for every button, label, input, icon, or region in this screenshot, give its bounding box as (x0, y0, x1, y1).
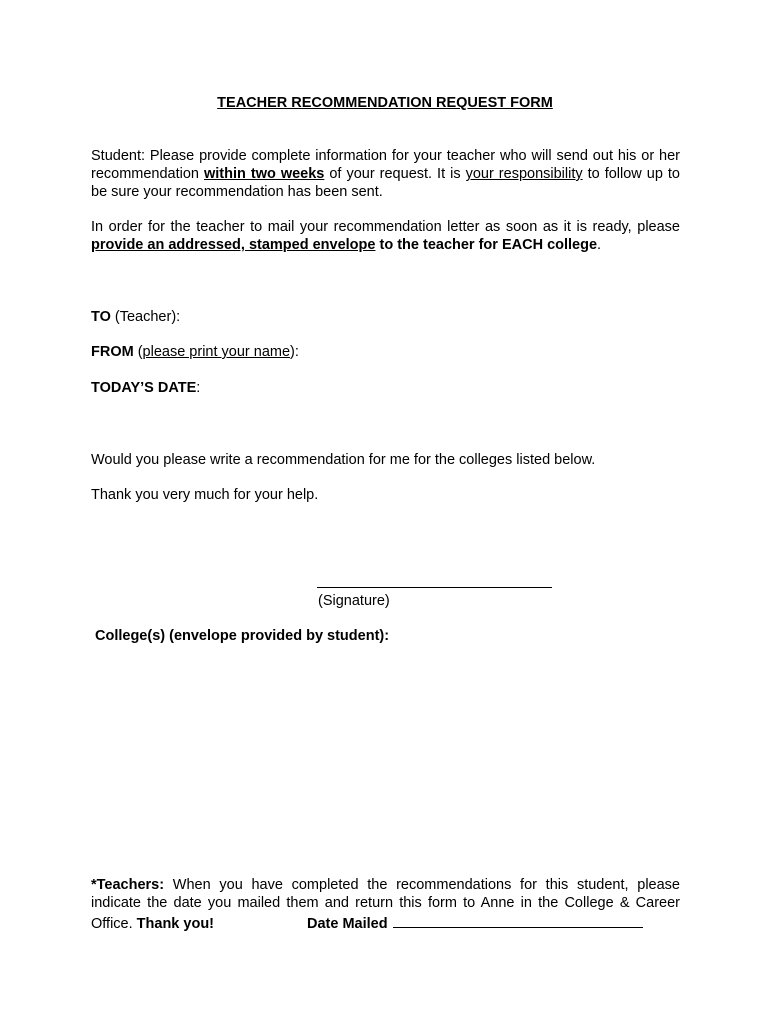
todays-date-label: TODAY’S DATE (91, 380, 197, 396)
thank-you-text: Thank you! (136, 916, 215, 932)
teachers-instructions: When you have completed the recommendations for this student, please indicate the date you mailed them and return this form to Anne in the College & Career Office. (91, 877, 680, 932)
envelope-requirement-text: provide an addressed, stamped envelope (91, 237, 376, 253)
intro-text-1a: Student: Please provide complete information for your teacher who will send out his or her recommendation (91, 148, 680, 182)
date-mailed-label: Date Mailed (307, 916, 388, 932)
intro-text-1c: of your request. It is (324, 166, 466, 182)
teachers-label: *Teachers: (91, 877, 165, 893)
to-label: TO (91, 309, 111, 325)
date-mailed-line[interactable] (393, 912, 643, 928)
from-student-field[interactable] (91, 343, 691, 361)
colleges-label: College(s) (envelope provided by student): (95, 628, 390, 644)
each-college-text: to the teacher for EACH college (375, 237, 598, 253)
todays-date-field[interactable] (91, 379, 691, 397)
intro-paragraph-1 (91, 147, 680, 201)
from-note: please print your name (142, 344, 291, 360)
from-label: FROM (91, 344, 134, 360)
from-space: ( (133, 344, 143, 360)
to-teacher-field[interactable] (91, 308, 691, 326)
your-responsibility-text: your responsibility (465, 166, 583, 182)
within-two-weeks-text: within two weeks (204, 166, 325, 182)
signature-line[interactable] (317, 587, 552, 588)
intro-text-1e: to follow up to be sure your recommendation has been sent. (91, 166, 680, 200)
intro-text-2d: . (597, 237, 602, 253)
from-end: ): (290, 344, 299, 360)
todays-date-colon: : (196, 380, 201, 396)
thanks-text: Thank you very much for your help. (91, 487, 319, 503)
teachers-note (91, 876, 680, 933)
request-text: Would you please write a recommendation for me for the colleges listed below. (91, 452, 596, 468)
intro-text-2a: In order for the teacher to mail your recommendation letter as soon as it is ready, please (91, 219, 680, 235)
signature-label: (Signature) (318, 593, 390, 609)
intro-paragraph-2 (91, 218, 680, 254)
to-note: (Teacher): (110, 309, 181, 325)
form-title: TEACHER RECOMMENDATION REQUEST FORM (217, 95, 553, 111)
